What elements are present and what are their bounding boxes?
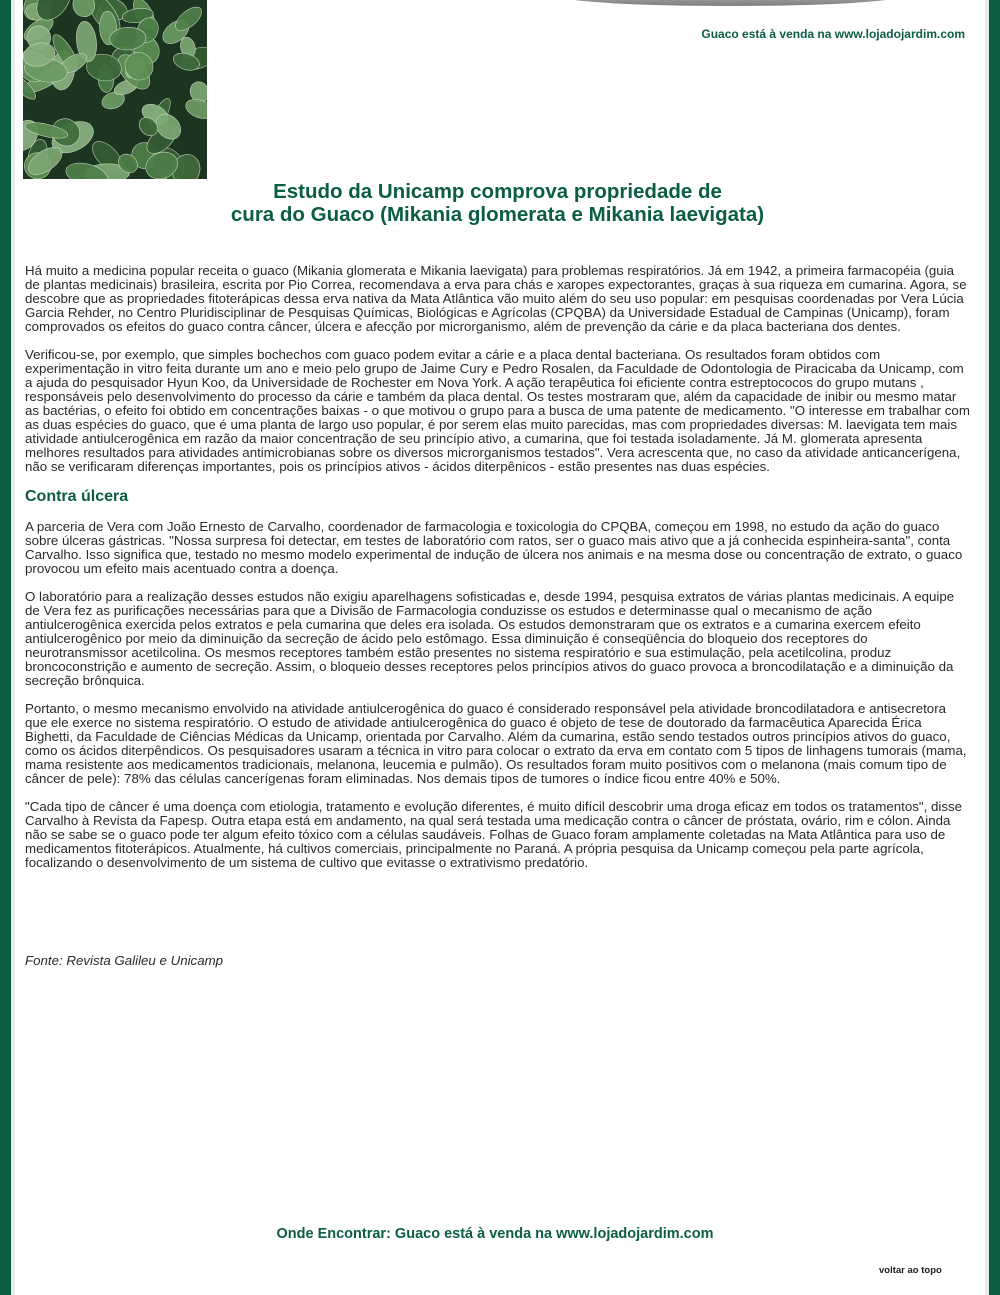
- back-to-top-link[interactable]: voltar ao topo: [879, 1265, 942, 1276]
- top-store-link[interactable]: Guaco está à venda na www.lojadojardim.com: [701, 27, 965, 41]
- article-body: [25, 264, 970, 884]
- guaco-leaves-photo: [23, 0, 207, 179]
- where-to-find-link[interactable]: Onde Encontrar: Guaco está à venda na www.lojadojardim.com: [276, 1226, 714, 1242]
- title-line-1: Estudo da Unicamp comprova propriedade de: [273, 180, 722, 203]
- article-paragraph: Verificou-se, por exemplo, que simples bochechos com guaco podem evitar a cárie e a placa dental bacteriana. Os resultados foram obtidos com experimentação in vitro feita durante um ano e meio pelo grupo de Jaime Cury e Pedro Rosalen, da Faculdade de Odontologia de Piracicaba da Unicamp, com a ajuda do pesquisador Hyun Koo, da Universidade de Rochester em Nova York. A ação terapêutica foi eficiente contra estreptococos do grupo mutans , responsáveis pelo desenvolvimento do processo da cárie e também da placa dental. Os testes mostraram que, além da capacidade de inibir ou mesmo matar as bactérias, o efeito foi obtido em concentrações baixas - o que motivou o grupo para a busca de uma patente de medicamento. "O interesse em trabalhar com as duas espécies do guaco, que é uma planta de largo uso popular, é por serem elas muito parecidas, mas com propriedades diversas: M. laevigata tem mais atividade antiulcerogênica em razão da maior concentração de seu princípio ativo, a cumarina, que foi testada isoladamente. Já M. glomerata apresenta melhores resultados para atividades antimicrobianas sobre os diversos microrganismos testados". Vera acrescenta que, no caso da atividade anticancerígena, não se verificaram diferenças importantes, pois os princípios ativos - ácidos diterpênicos - estão presentes nas duas espécies.: [25, 347, 970, 474]
- page-border-right: [989, 0, 1000, 1295]
- page-border-left-inner: [11, 0, 15, 1295]
- source-credit: Fonte: Revista Galileu e Unicamp: [25, 953, 224, 968]
- page-border-right-inner: [985, 0, 989, 1295]
- article-paragraph: O laboratório para a realização desses estudos não exigiu aparelhagens sofisticadas e, desde 1994, pesquisa extratos de várias plantas medicinais. A equipe de Vera fez as purificações necessárias para que a Divisão de Farmacologia conduzisse os estudos e determinasse qual o mecanismo de ação antiulcerogênica exercida pelos extratos e pela cumarina que deles era isolada. Os estudos demonstraram que os extratos e a cumarina exercem efeito antiulcerogênico por meio da diminuição da secreção de ácido pelo estômago. Essa diminuição é conseqüência do bloqueio dos receptores do neurotransmissor acetilcolina. Os mesmos receptores também estão presentes no sistema respiratório e sua estimulação, pela acetilcolina, produz broncoconstrição e aumento de secreção. Assim, o bloqueio desses receptores pelos princípios ativos do guaco provoca a broncodilatação e a diminuição da secreção brônquica.: [25, 589, 955, 688]
- article-paragraph: A parceria de Vera com João Ernesto de Carvalho, coordenador de farmacologia e toxicologia do CPQBA, começou em 1998, no estudo da ação do guaco sobre úlceras gástricas. "Nossa surpresa foi detectar, em testes de laboratório com ratos, ser o guaco mais ativo que a já conhecida espinheira-santa", conta Carvalho. Isso significa que, testado no mesmo modelo experimental de indução de úlcera nos animais e na mesma dose ou concentração de extrato, o guaco provocou um efeito mais acentuado contra a doença.: [25, 519, 963, 576]
- top-decorative-arc: [560, 0, 900, 6]
- title-line-2: cura do Guaco (Mikania glomerata e Mikania laevigata): [230, 203, 765, 226]
- article-paragraph: Há muito a medicina popular receita o guaco (Mikania glomerata e Mikania laevigata) para problemas respiratórios. Já em 1942, a primeira farmacopéia (guia de plantas medicinais) brasileira, escrita por Pio Correa, recomendava a erva para chás e xaropes expectorantes, graças à sua riqueza em cumarina. Agora, se descobre que as propriedades fitoterápicas dessa erva nativa da Mata Atlântica vão muito além do seu uso popular: em pesquisas coordenadas por Vera Lúcia Garcia Rehder, no Centro Pluridisciplinar de Pesquisas Químicas, Biológicas e Agrícolas (CPQBA) da Universidade Estadual de Campinas (Unicamp), foram comprovados os efeitos do guaco contra câncer, úlcera e afecção por microrganismo, além de prevenção da cárie e da placa bacteriana dos dentes.: [25, 263, 967, 334]
- page-border-left: [0, 0, 11, 1295]
- article-paragraph: Portanto, o mesmo mecanismo envolvido na atividade antiulcerogênica do guaco é considerado responsável pela atividade broncodilatadora e antisecretora que ele exerce no sistema respiratório. O estudo de atividade antiulcerogênica do guaco é objeto de tese de doutorado da farmacêutica Aparecida Érica Bighetti, da Faculdade de Ciências Médicas da Unicamp, orientada por Carvalho. Além da cumarina, estão sendo testados outros princípios ativos do guaco, como os ácidos diterpêndicos. Os pesquisadores usaram a técnica in vitro para colocar o extrato da erva em contato com 5 tipos de linhagens tumorais (mama, mama resistente aos medicamentos tradicionais, melanona, leucemia e pulmão). Os resultados foram muito positivos com o melanona (mais comum tipo de câncer de pele): 78% das células cancerígenas foram eliminadas. Nos demais tipos de tumores o índice ficou entre 40% e 50%.: [25, 701, 967, 786]
- section-heading-contra-ulcera: Contra úlcera: [25, 488, 129, 505]
- article-paragraph: "Cada tipo de câncer é uma doença com etiologia, tratamento e evolução diferentes, é muito difícil descobrir uma droga eficaz em todos os tratamentos", disse Carvalho à Revista da Fapesp. Outra etapa está em andamento, na qual será testada uma medicação contra o câncer de próstata, ovário, rim e cólon. Ainda não se sabe se o guaco pode ter algum efeito tóxico com a células saudáveis. Folhas de Guaco foram amplamente coletadas na Mata Atlântica para uso de medicamentos fitoterápicos. Atualmente, há cultivos comerciais, principalmente no Paraná. A própria pesquisa da Unicamp começou pela parte agrícola, focalizando o desenvolvimento de um sistema de cultivo que evitasse o extrativismo predatório.: [25, 799, 963, 870]
- page-title: [25, 180, 970, 226]
